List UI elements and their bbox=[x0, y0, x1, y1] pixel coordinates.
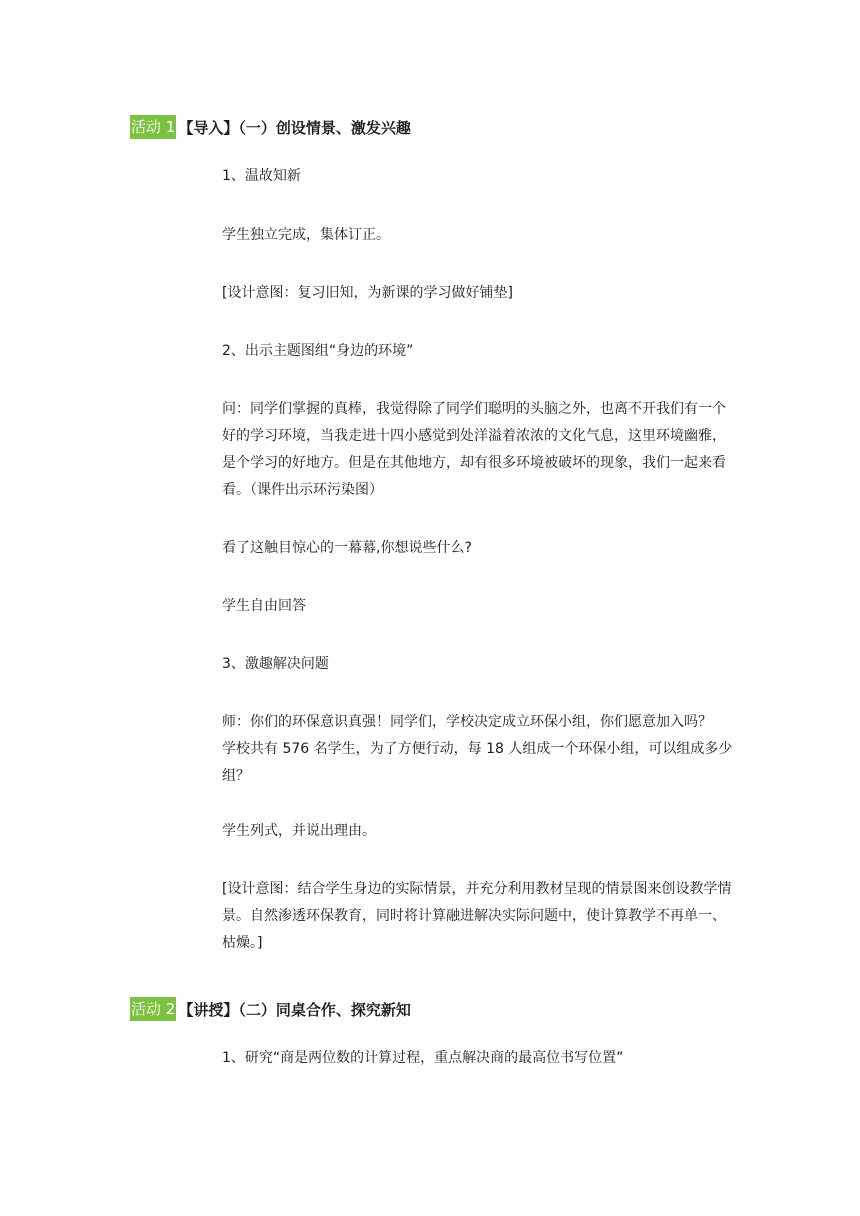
paragraph-solution: 学生列式，并说出理由。 bbox=[222, 823, 376, 839]
paragraph-research: 1、研究“商是两位数的计算过程，重点解决商的最高位书写位置” bbox=[222, 1050, 624, 1066]
paragraph-theme: 2、出示主题图组“身边的环境” bbox=[222, 343, 414, 359]
paragraph-teacher: 师：你们的环保意识真强！同学们，学校决定成立环保小组，你们愿意加入吗？ 学校共有 576 名学生，为了方便行动，每 18 人组成一个环保小组，可以组成多少组？ bbox=[222, 714, 733, 784]
paragraph-question: 问：同学们掌握的真棒，我觉得除了同学们聪明的头脑之外，也离不开我们有一个好的学习环境，当我走进十四小感觉到处洋溢着浓浓的文化气息，这里环境幽雅，是个学习的好地方。但是在其他地方，却有很多环境被破坏的现象，我们一起来看看。（课件出示环污染图） bbox=[222, 401, 726, 498]
activity-2-title: 【讲授】（二）同桌合作、探究新知 bbox=[178, 1000, 411, 1019]
activity-1-heading bbox=[130, 115, 411, 139]
activity-2-tag: 活动 2 bbox=[130, 997, 176, 1021]
activity-2-heading bbox=[130, 997, 411, 1021]
paragraph-problem-title: 3、激趣解决问题 bbox=[222, 656, 329, 672]
paragraph-independent: 学生独立完成，集体订正。 bbox=[222, 227, 390, 243]
paragraph-design-intent-1: [设计意图：复习旧知，为新课的学习做好铺垫] bbox=[222, 285, 513, 301]
paragraph-free-answer: 学生自由回答 bbox=[222, 598, 306, 614]
activity-1-tag: 活动 1 bbox=[130, 115, 176, 139]
paragraph-prompt: 看了这触目惊心的一幕幕,你想说些什么? bbox=[222, 540, 472, 556]
paragraph-design-intent-2: [设计意图：结合学生身边的实际情景，并充分利用教材呈现的情景图来创设教学情景。自然渗透环保教育，同时将计算融进解决实际问题中，使计算教学不再单一、枯燥。] bbox=[222, 881, 732, 951]
activity-1-title: 【导入】（一）创设情景、激发兴趣 bbox=[178, 118, 411, 137]
paragraph-review: 1、温故知新 bbox=[222, 168, 301, 184]
